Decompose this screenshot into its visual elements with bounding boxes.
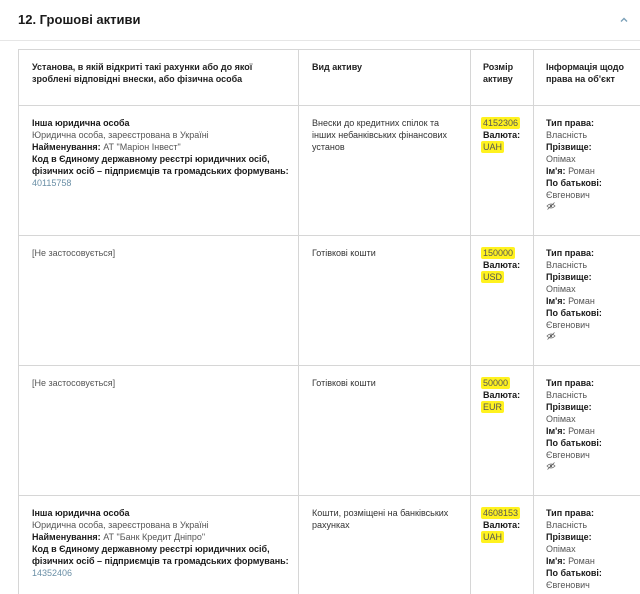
section-title: 12. Грошові активи xyxy=(18,12,141,27)
surname-value: Опімах xyxy=(546,284,576,294)
patronymic-value: Євгенович xyxy=(546,320,590,330)
table-row-2-institution: [Не застосовується] xyxy=(32,248,116,258)
amount-value: 50000 xyxy=(483,378,509,388)
patronymic-value: Євгенович xyxy=(546,190,590,200)
column-header-institution: Установа, в якій відкриті такі рахунки або до якої зроблені відповідні внески, або фізична особа xyxy=(32,62,253,84)
right-type-label: Тип права: xyxy=(546,118,594,128)
table-row-3-ownership xyxy=(546,377,636,470)
right-type-value: Власність xyxy=(546,130,588,140)
table-row-1-size xyxy=(481,117,531,153)
table-row-1-ownership xyxy=(546,117,636,210)
surname-value: Опімах xyxy=(546,154,576,164)
right-type-value: Власність xyxy=(546,260,588,270)
currency-label: Валюта: xyxy=(483,130,521,140)
surname-value: Опімах xyxy=(546,414,576,424)
eye-off-icon[interactable] xyxy=(546,462,556,470)
column-divider xyxy=(470,49,471,594)
surname-label: Прізвище: xyxy=(546,532,592,542)
first-name-label: Ім'я: xyxy=(546,426,566,436)
patronymic-value: Євгенович xyxy=(546,580,590,590)
surname-value: Опімах xyxy=(546,544,576,554)
row-divider xyxy=(18,105,640,106)
first-name-label: Ім'я: xyxy=(546,166,566,176)
row-divider xyxy=(18,365,640,366)
institution-name: АТ "Банк Кредит Дніпро" xyxy=(103,532,206,542)
row-divider xyxy=(18,495,640,496)
eye-off-icon[interactable] xyxy=(546,202,556,210)
currency-value: UAH xyxy=(483,532,503,542)
table-row-1-institution xyxy=(32,117,294,189)
table-row-2-ownership xyxy=(546,247,636,340)
eye-off-icon[interactable] xyxy=(546,332,556,340)
edr-code-link[interactable]: 14352406 xyxy=(32,568,73,578)
column-header-size: Розмір активу xyxy=(483,62,514,84)
amount-value: 4608153 xyxy=(483,508,519,518)
amount-value: 4152306 xyxy=(483,118,519,128)
currency-value: USD xyxy=(483,272,503,282)
first-name-value: Роман xyxy=(568,426,595,436)
name-label: Найменування: xyxy=(32,142,101,152)
table-row-1-asset: Внески до кредитних спілок та інших небанківських фінансових установ xyxy=(312,118,448,152)
column-divider xyxy=(533,49,534,594)
first-name-label: Ім'я: xyxy=(546,296,566,306)
right-type-label: Тип права: xyxy=(546,378,594,388)
institution-subtype: Юридична особа, зареєстрована в Україні xyxy=(32,520,209,530)
table-row-4-ownership xyxy=(546,507,636,591)
table-row-3-size xyxy=(481,377,531,413)
table-row-2-asset: Готівкові кошти xyxy=(312,248,376,258)
column-header-asset-type: Вид активу xyxy=(312,62,363,72)
currency-value: UAH xyxy=(483,142,503,152)
row-divider xyxy=(18,235,640,236)
chevron-up-icon[interactable] xyxy=(619,15,629,25)
right-type-label: Тип права: xyxy=(546,508,594,518)
institution-type: Інша юридична особа xyxy=(32,118,130,128)
surname-label: Прізвище: xyxy=(546,142,592,152)
patronymic-label: По батькові: xyxy=(546,438,602,448)
currency-label: Валюта: xyxy=(483,520,521,530)
edr-code-link[interactable]: 40115758 xyxy=(32,178,72,188)
institution-subtype: Юридична особа, зареєстрована в Україні xyxy=(32,130,209,140)
right-type-value: Власність xyxy=(546,390,588,400)
section-header[interactable] xyxy=(0,0,640,41)
table-row-3-institution: [Не застосовується] xyxy=(32,378,116,388)
currency-value: EUR xyxy=(483,402,503,412)
column-header-ownership: Інформація щодо права на об'єкт xyxy=(546,62,624,84)
right-type-value: Власність xyxy=(546,520,588,530)
first-name-value: Роман xyxy=(568,166,595,176)
currency-label: Валюта: xyxy=(483,390,521,400)
first-name-label: Ім'я: xyxy=(546,556,566,566)
edr-code-label: Код в Єдиному державному реєстрі юридичних осіб, фізичних осіб – підприємців та громадських формувань: xyxy=(32,544,289,566)
table-row-3-asset: Готівкові кошти xyxy=(312,378,376,388)
currency-label: Валюта: xyxy=(483,260,521,270)
patronymic-value: Євгенович xyxy=(546,450,590,460)
first-name-value: Роман xyxy=(568,556,595,566)
name-label: Найменування: xyxy=(32,532,101,542)
patronymic-label: По батькові: xyxy=(546,308,602,318)
first-name-value: Роман xyxy=(568,296,595,306)
table-row-4-institution xyxy=(32,507,294,579)
right-type-label: Тип права: xyxy=(546,248,594,258)
patronymic-label: По батькові: xyxy=(546,568,602,578)
surname-label: Прізвище: xyxy=(546,402,592,412)
surname-label: Прізвище: xyxy=(546,272,592,282)
institution-name: АТ "Маріон Інвест" xyxy=(103,142,181,152)
column-divider xyxy=(298,49,299,594)
table-row-4-size xyxy=(481,507,531,543)
amount-value: 150000 xyxy=(483,248,514,258)
institution-type: Інша юридична особа xyxy=(32,508,130,518)
edr-code-label: Код в Єдиному державному реєстрі юридичних осіб, фізичних осіб – підприємців та громадських формувань: xyxy=(32,154,289,176)
table-row-4-asset: Кошти, розміщені на банківських рахунках xyxy=(312,508,449,530)
patronymic-label: По батькові: xyxy=(546,178,602,188)
table-row-2-size xyxy=(481,247,531,283)
